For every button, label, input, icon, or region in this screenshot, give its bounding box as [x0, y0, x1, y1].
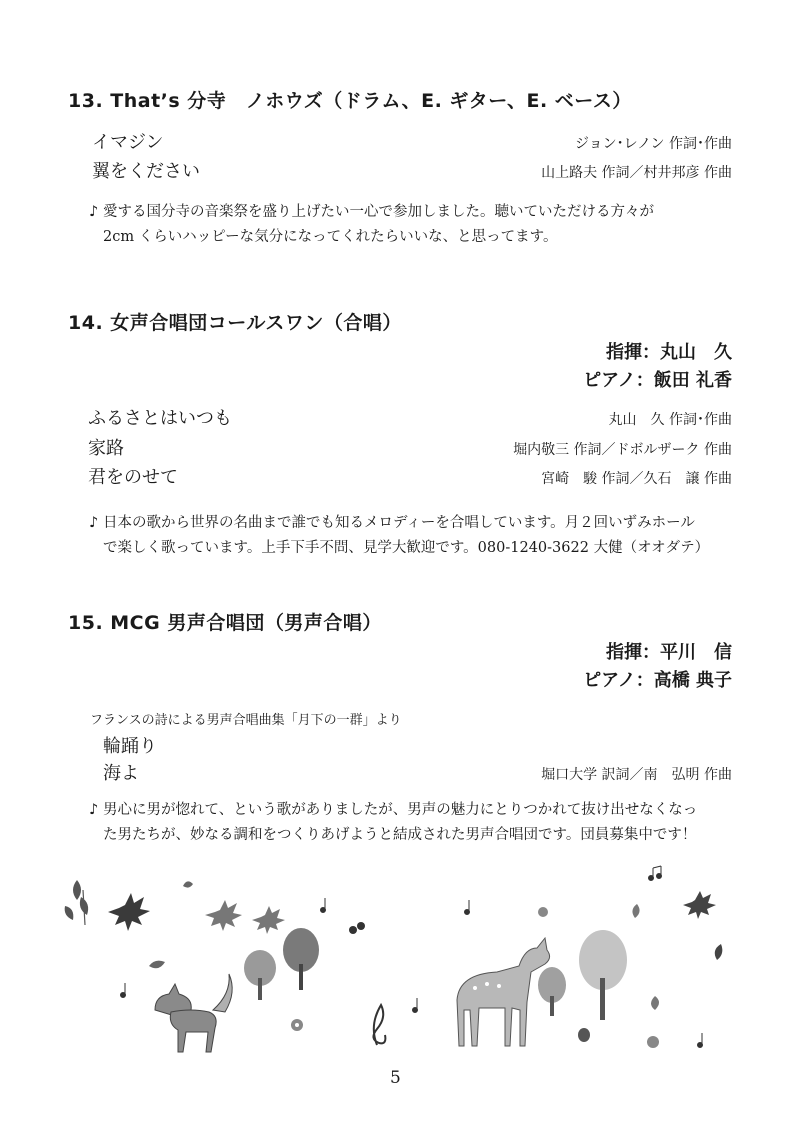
leaf-icon — [65, 880, 88, 925]
note-line: 愛する国分寺の音楽祭を盛り上げたい一心で参加しました。聴いていただける方々が — [103, 204, 654, 220]
song-title: 輪踊り — [103, 736, 157, 757]
treble-clef-icon — [373, 1005, 385, 1045]
section-13-heading: 13. That’s 分寺 ノホウズ（ドラム、E. ギター、E. ベース） — [68, 90, 632, 112]
conductor-credit: 指揮：丸山 久 — [606, 342, 732, 363]
conductor-credit: 指揮：平川 信 — [606, 642, 732, 663]
pianist-credit: ピアノ：高橋 典子 — [583, 670, 732, 691]
forest-illustration — [55, 860, 745, 1070]
tree-icon — [538, 930, 627, 1020]
song-title: 家路 — [88, 438, 124, 459]
music-note-icon: ♪ — [89, 204, 99, 220]
section-14-heading: 14. 女声合唱団コールスワン（合唱） — [68, 312, 402, 334]
note-line: 男心に男が惚れて、という歌がありましたが、男声の魅力にとりつかれて抜け出せなくなっ — [103, 802, 698, 818]
section-15-note — [89, 798, 758, 848]
maple-leaf-icon — [205, 900, 285, 934]
section-13-note — [89, 200, 758, 250]
leaf-icon — [632, 891, 722, 1010]
section-15-heading: 15. MCG 男声合唱団（男声合唱） — [68, 612, 382, 634]
fawn-icon — [457, 938, 550, 1046]
maple-leaf-icon — [108, 893, 150, 931]
song-credit: 堀口大学 訳詞／南 弘明 作曲 — [541, 767, 732, 783]
suite-title: フランスの詩による男声合唱曲集「月下の一群」より — [90, 713, 402, 728]
song-credit: 丸山 久 作詞･作曲 — [608, 412, 732, 428]
leaf-icon — [149, 881, 193, 968]
music-note-icon: ♪ — [89, 515, 99, 531]
acorn-icon — [578, 1028, 590, 1042]
page-number: 5 — [390, 1068, 401, 1088]
song-title: 君をのせて — [88, 467, 178, 488]
song-credit: 堀内敬三 作詞／ドボルザーク 作曲 — [513, 442, 732, 458]
section-14-note — [89, 511, 758, 561]
song-credit: ジョン･レノン 作詞･作曲 — [574, 136, 732, 152]
song-credit: 宮崎 駿 作詞／久石 譲 作曲 — [541, 471, 732, 487]
tree-icon — [244, 928, 319, 1000]
note-line: 日本の歌から世界の名曲まで誰でも知るメロディーを合唱しています。月２回いずみホール — [103, 515, 695, 531]
song-title: 海よ — [103, 763, 139, 784]
music-note-icon: ♪ — [89, 802, 99, 818]
pianist-credit: ピアノ：飯田 礼香 — [583, 370, 732, 391]
song-title: イマジン — [92, 132, 164, 153]
note-line: た男たちが、妙なる調和をつくりあげようと結成された男声合唱団です。団員募集中です！ — [103, 827, 697, 843]
note-line: で楽しく歌っています。上手下手不問、見学大歓迎です。080-1240-3622 大健（オオダテ） — [103, 540, 710, 556]
song-title: ふるさとはいつも — [88, 408, 232, 429]
song-credit: 山上路夫 作詞／村井邦彦 作曲 — [541, 165, 732, 181]
fox-icon — [155, 974, 232, 1052]
note-line: 2cm くらいハッピーな気分になってくれたらいいな、と思ってます。 — [103, 229, 558, 245]
song-title: 翼をください — [92, 161, 200, 182]
